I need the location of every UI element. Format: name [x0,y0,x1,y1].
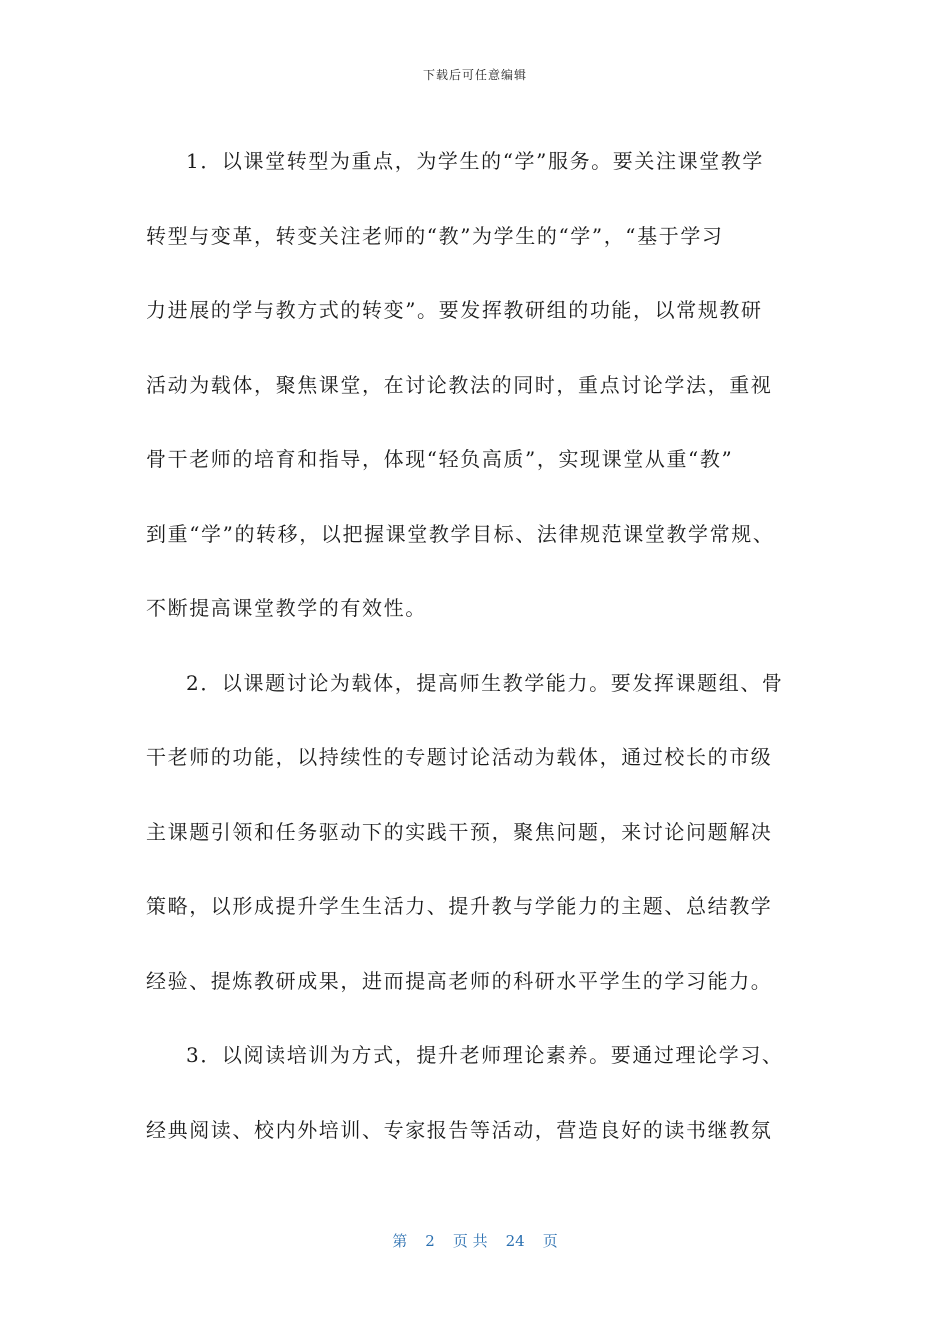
paragraph-1-line-2: 转型与变革，转变关注老师的“教”为学生的“学”，“基于学习 [146,223,724,248]
paragraph-3-line-2: 经典阅读、校内外培训、专家报告等活动，营造良好的读书继教氛 [146,1117,773,1142]
header-note: 下载后可任意编辑 [422,68,527,82]
paragraph-2-line-4: 策略，以形成提升学生生活力、提升教与学能力的主题、总结教学 [146,894,773,918]
paragraph-2-line-3: 主课题引领和任务驱动下的实践干预，聚焦问题，来讨论问题解决 [146,819,773,844]
current-page-number: 2 [425,1232,435,1250]
paragraph-1-line-7: 不断提高课堂教学的有效性。 [146,596,427,620]
page-footer [0,1230,950,1251]
paragraph-1-line-6: 到重“学”的转移，以把握课堂教学目标、法律规范课堂教学常规、 [146,521,775,546]
paragraph-1-line-5: 骨干老师的培育和指导，体现“轻负高质”，实现课堂从重“教” [146,447,734,471]
page-label-mid: 页 共 [452,1232,488,1250]
paragraph-2-line-2: 干老师的功能，以持续性的专题讨论活动为载体，通过校长的市级 [146,745,773,769]
paragraph-3-line-1: 3．以阅读培训为方式，提升老师理论素养。要通过理论学习、 [186,1043,784,1067]
body-text [146,124,810,1167]
total-pages-number: 24 [505,1232,525,1250]
paragraph-1-line-3: 力进展的学与教方式的转变”。要发挥教研组的功能，以常规教研 [146,298,763,322]
paragraph-2-line-5: 经验、提炼教研成果，进而提高老师的科研水平学生的学习能力。 [146,968,773,993]
page-label-prefix: 第 [392,1232,408,1250]
paragraph-1-line-1: 1．以课堂转型为重点，为学生的“学”服务。要关注课堂教学 [186,149,764,173]
paragraph-1-line-4: 活动为载体，聚焦课堂，在讨论教法的同时，重点讨论学法，重视 [146,372,773,397]
paragraph-2-line-1: 2．以课题讨论为载体，提高师生教学能力。要发挥课题组、骨 [186,670,784,695]
page-label-suffix: 页 [542,1232,558,1250]
